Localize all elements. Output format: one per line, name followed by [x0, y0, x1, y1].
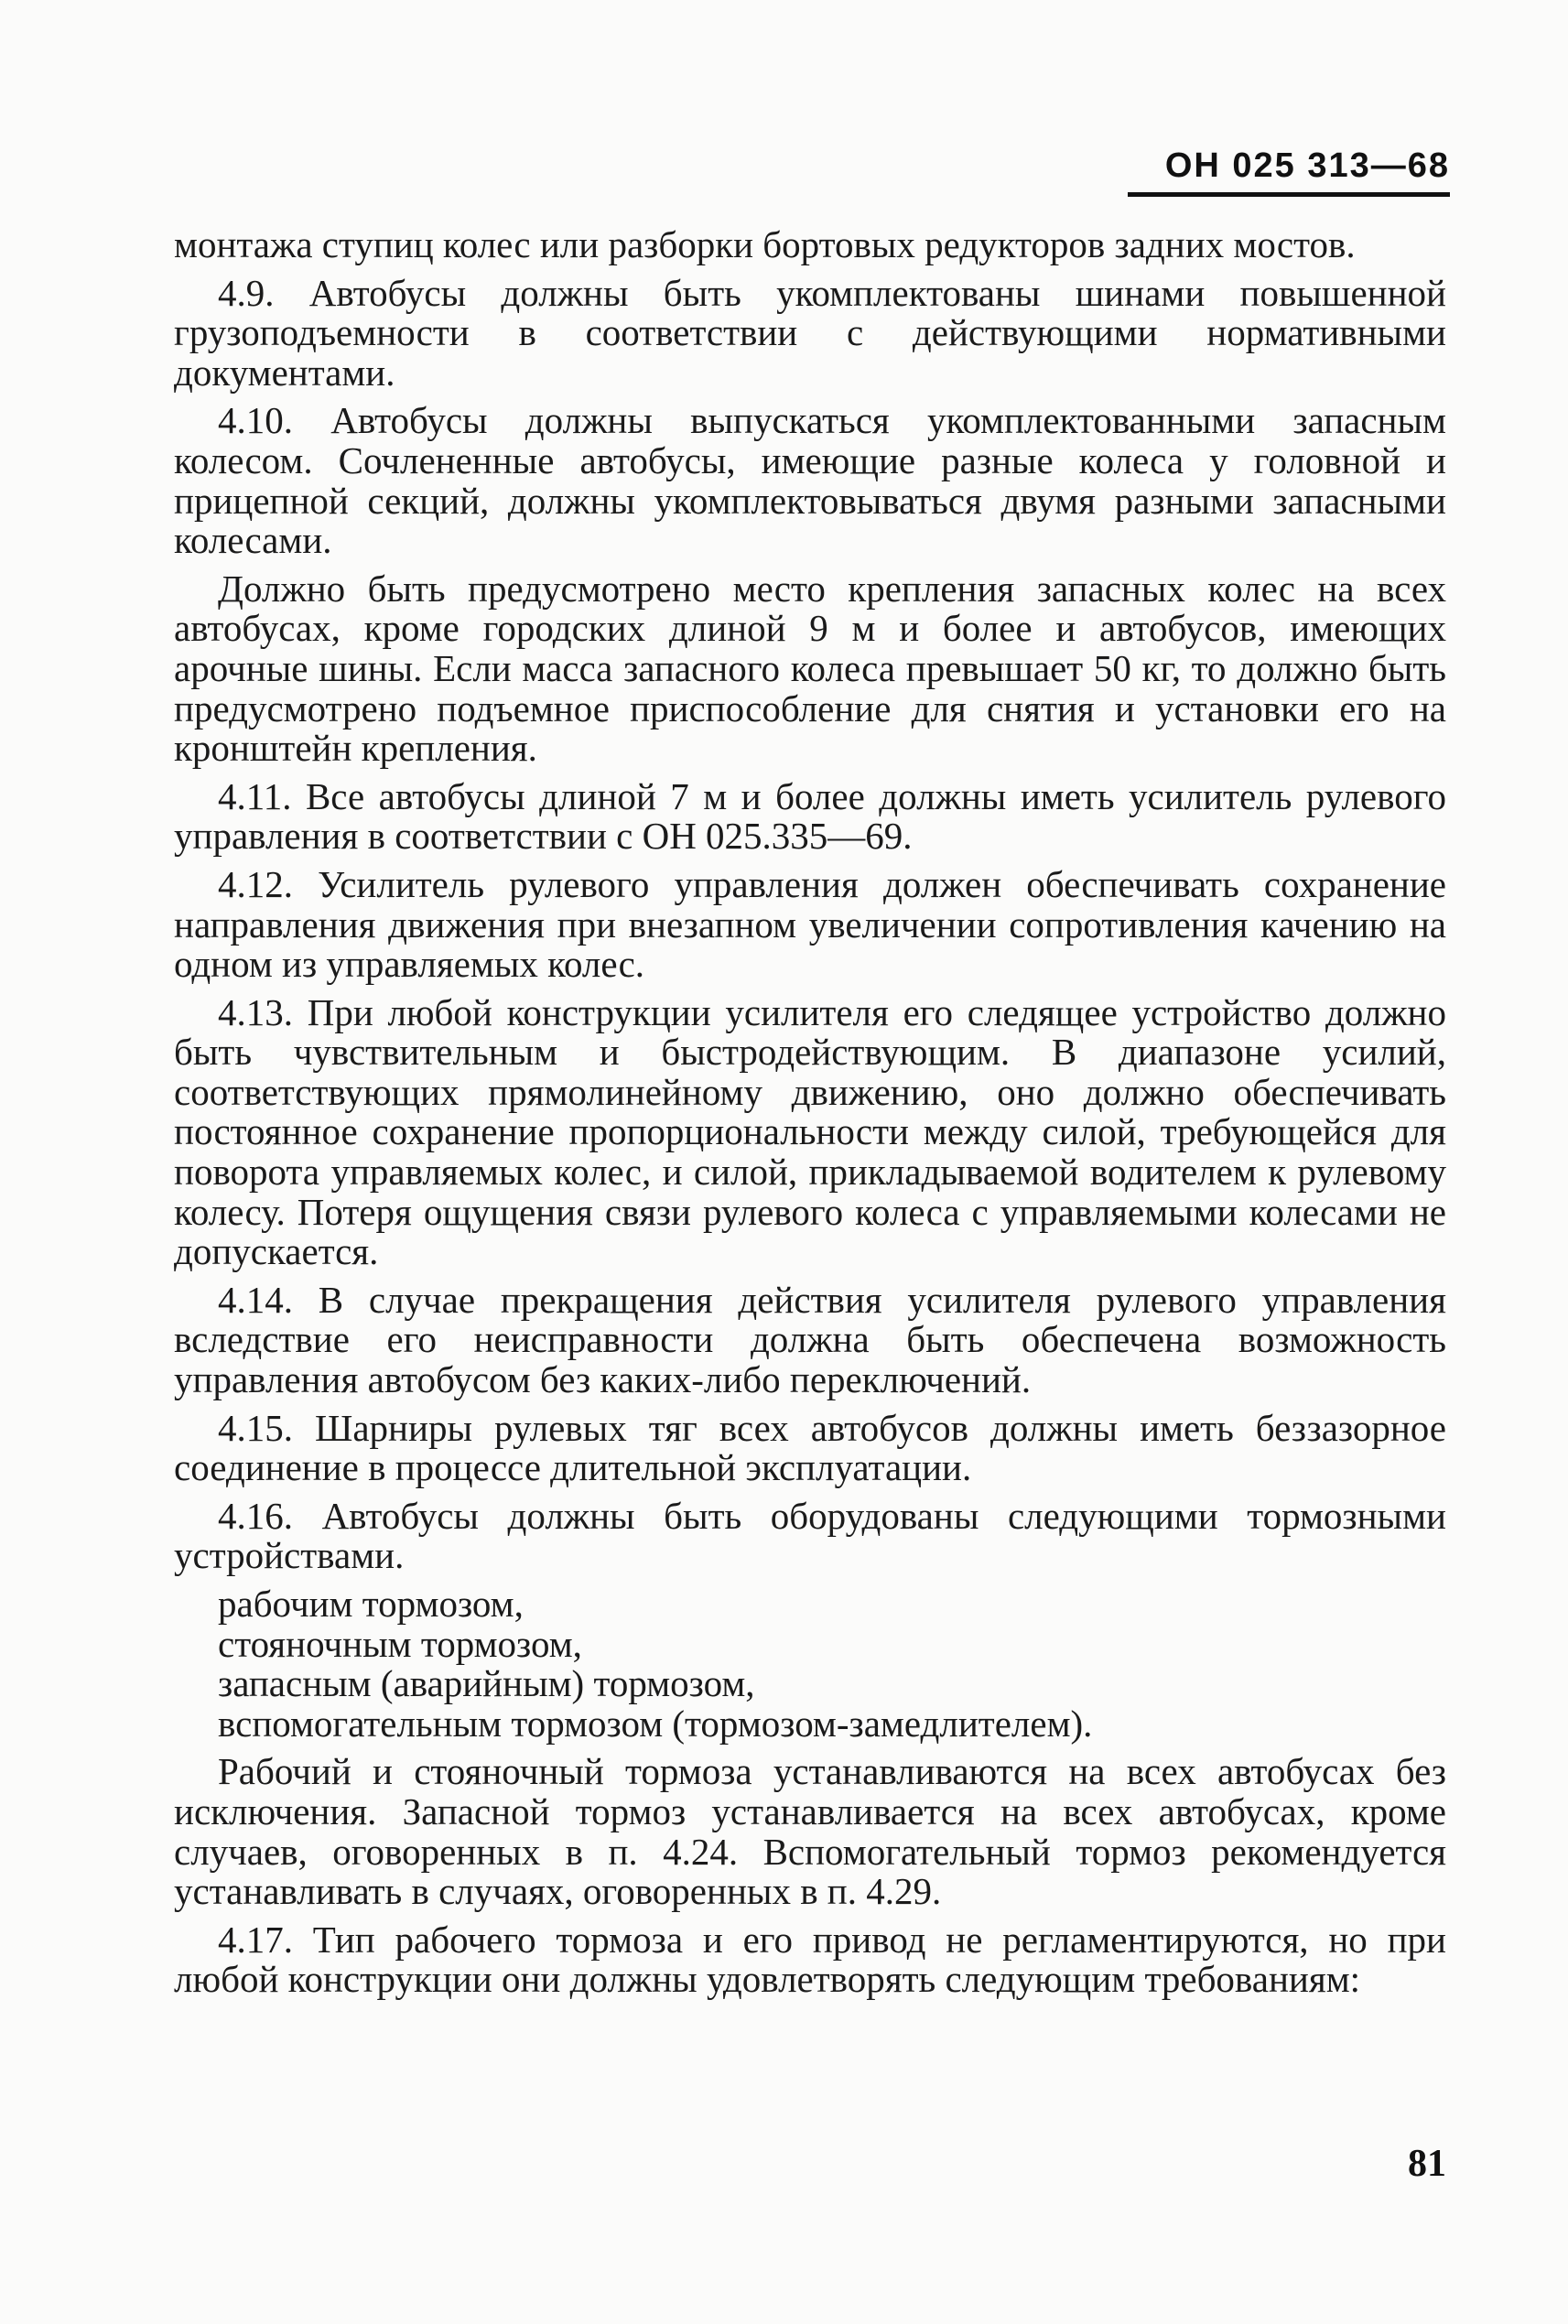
document-code: ОН 025 313—68 — [1164, 146, 1450, 185]
header-rule — [1128, 192, 1450, 197]
paragraph-spare-wheel-mount: Должно быть предусмотрено место крепления запасных колес на всех автобусах, кроме городских длиной 9 м и более и автобусов, имеющих арочные шины. Если масса запасного колеса превышает 50 кг, то должно быть предусмотрено подъемное приспособление для снятия и установки его на кронштейн крепления. — [174, 567, 1446, 770]
list-item: запасным (аварийным) тормозом, — [218, 1662, 755, 1705]
paragraph-4-10: 4.10. Автобусы должны выпускаться укомплектованными запасным колесом. Сочлененные автобусы, имеющие разные колеса у головной и прицепной секций, должны укомплектовываться двумя разными запасными колесами. — [174, 399, 1446, 562]
page-number: 81 — [1408, 2143, 1446, 2185]
brake-list — [174, 1584, 1446, 1744]
list-item: вспомогательным тормозом (тормозом-замедлителем). — [218, 1702, 1093, 1745]
paragraph-4-9: 4.9. Автобусы должны быть укомплектованы шинами повышенной грузоподъемности в соответствии с действующими нормативными документами. — [174, 271, 1446, 394]
paragraph-4-17: 4.17. Тип рабочего тормоза и его привод не регламентируются, но при любой конструкции они должны удовлетворять следующим требованиям: — [174, 1918, 1446, 2001]
list-item: рабочим тормозом, — [218, 1583, 524, 1625]
paragraph-brake-installation: Рабочий и стояночный тормоза устанавливаются на всех автобусах без исключения. Запасной тормоз устанавливается на всех автобусах, кроме случаев, оговоренных в п. 4.24. Вспомогательный тормоз рекомендуется устанавливать в случаях, оговоренных в п. 4.29. — [174, 1750, 1446, 1913]
paragraph-4-11: 4.11. Все автобусы длиной 7 м и более должны иметь усилитель рулевого управления в соответствии с ОН 025.335—69. — [174, 774, 1446, 858]
paragraph-4-12: 4.12. Усилитель рулевого управления должен обеспечивать сохранение направления движения при внезапном увеличении сопротивления качению на одном из управляемых колес. — [174, 862, 1446, 986]
paragraph-4-14: 4.14. В случае прекращения действия усилителя рулевого управления вследствие его неисправности должна быть обеспечена возможность управления автобусом без каких-либо переключений. — [174, 1278, 1446, 1401]
paragraph-4-13: 4.13. При любой конструкции усилителя его следящее устройство должно быть чувствительным и быстродействующим. В диапазоне усилий, соответствующих прямолинейному движению, оно должно обеспечивать постоянное сохранение пропорциональности между силой, требующейся для поворота управляемых колес, и силой, прикладываемой водителем к рулевому колесу. Потеря ощущения связи рулевого колеса с управляемыми колесами не допускается. — [174, 990, 1446, 1273]
paragraph-4-16: 4.16. Автобусы должны быть оборудованы следующими тормозными устройствами. — [174, 1494, 1446, 1577]
paragraph-continuation: монтажа ступиц колес или разборки бортовых редукторов задних мостов. — [174, 223, 1356, 265]
list-item: стояночным тормозом, — [218, 1622, 582, 1665]
paragraph-4-15: 4.15. Шарниры рулевых тяг всех автобусов должны иметь беззазорное соединение в процессе длительной эксплуатации. — [174, 1406, 1446, 1489]
document-body — [174, 225, 1446, 2008]
